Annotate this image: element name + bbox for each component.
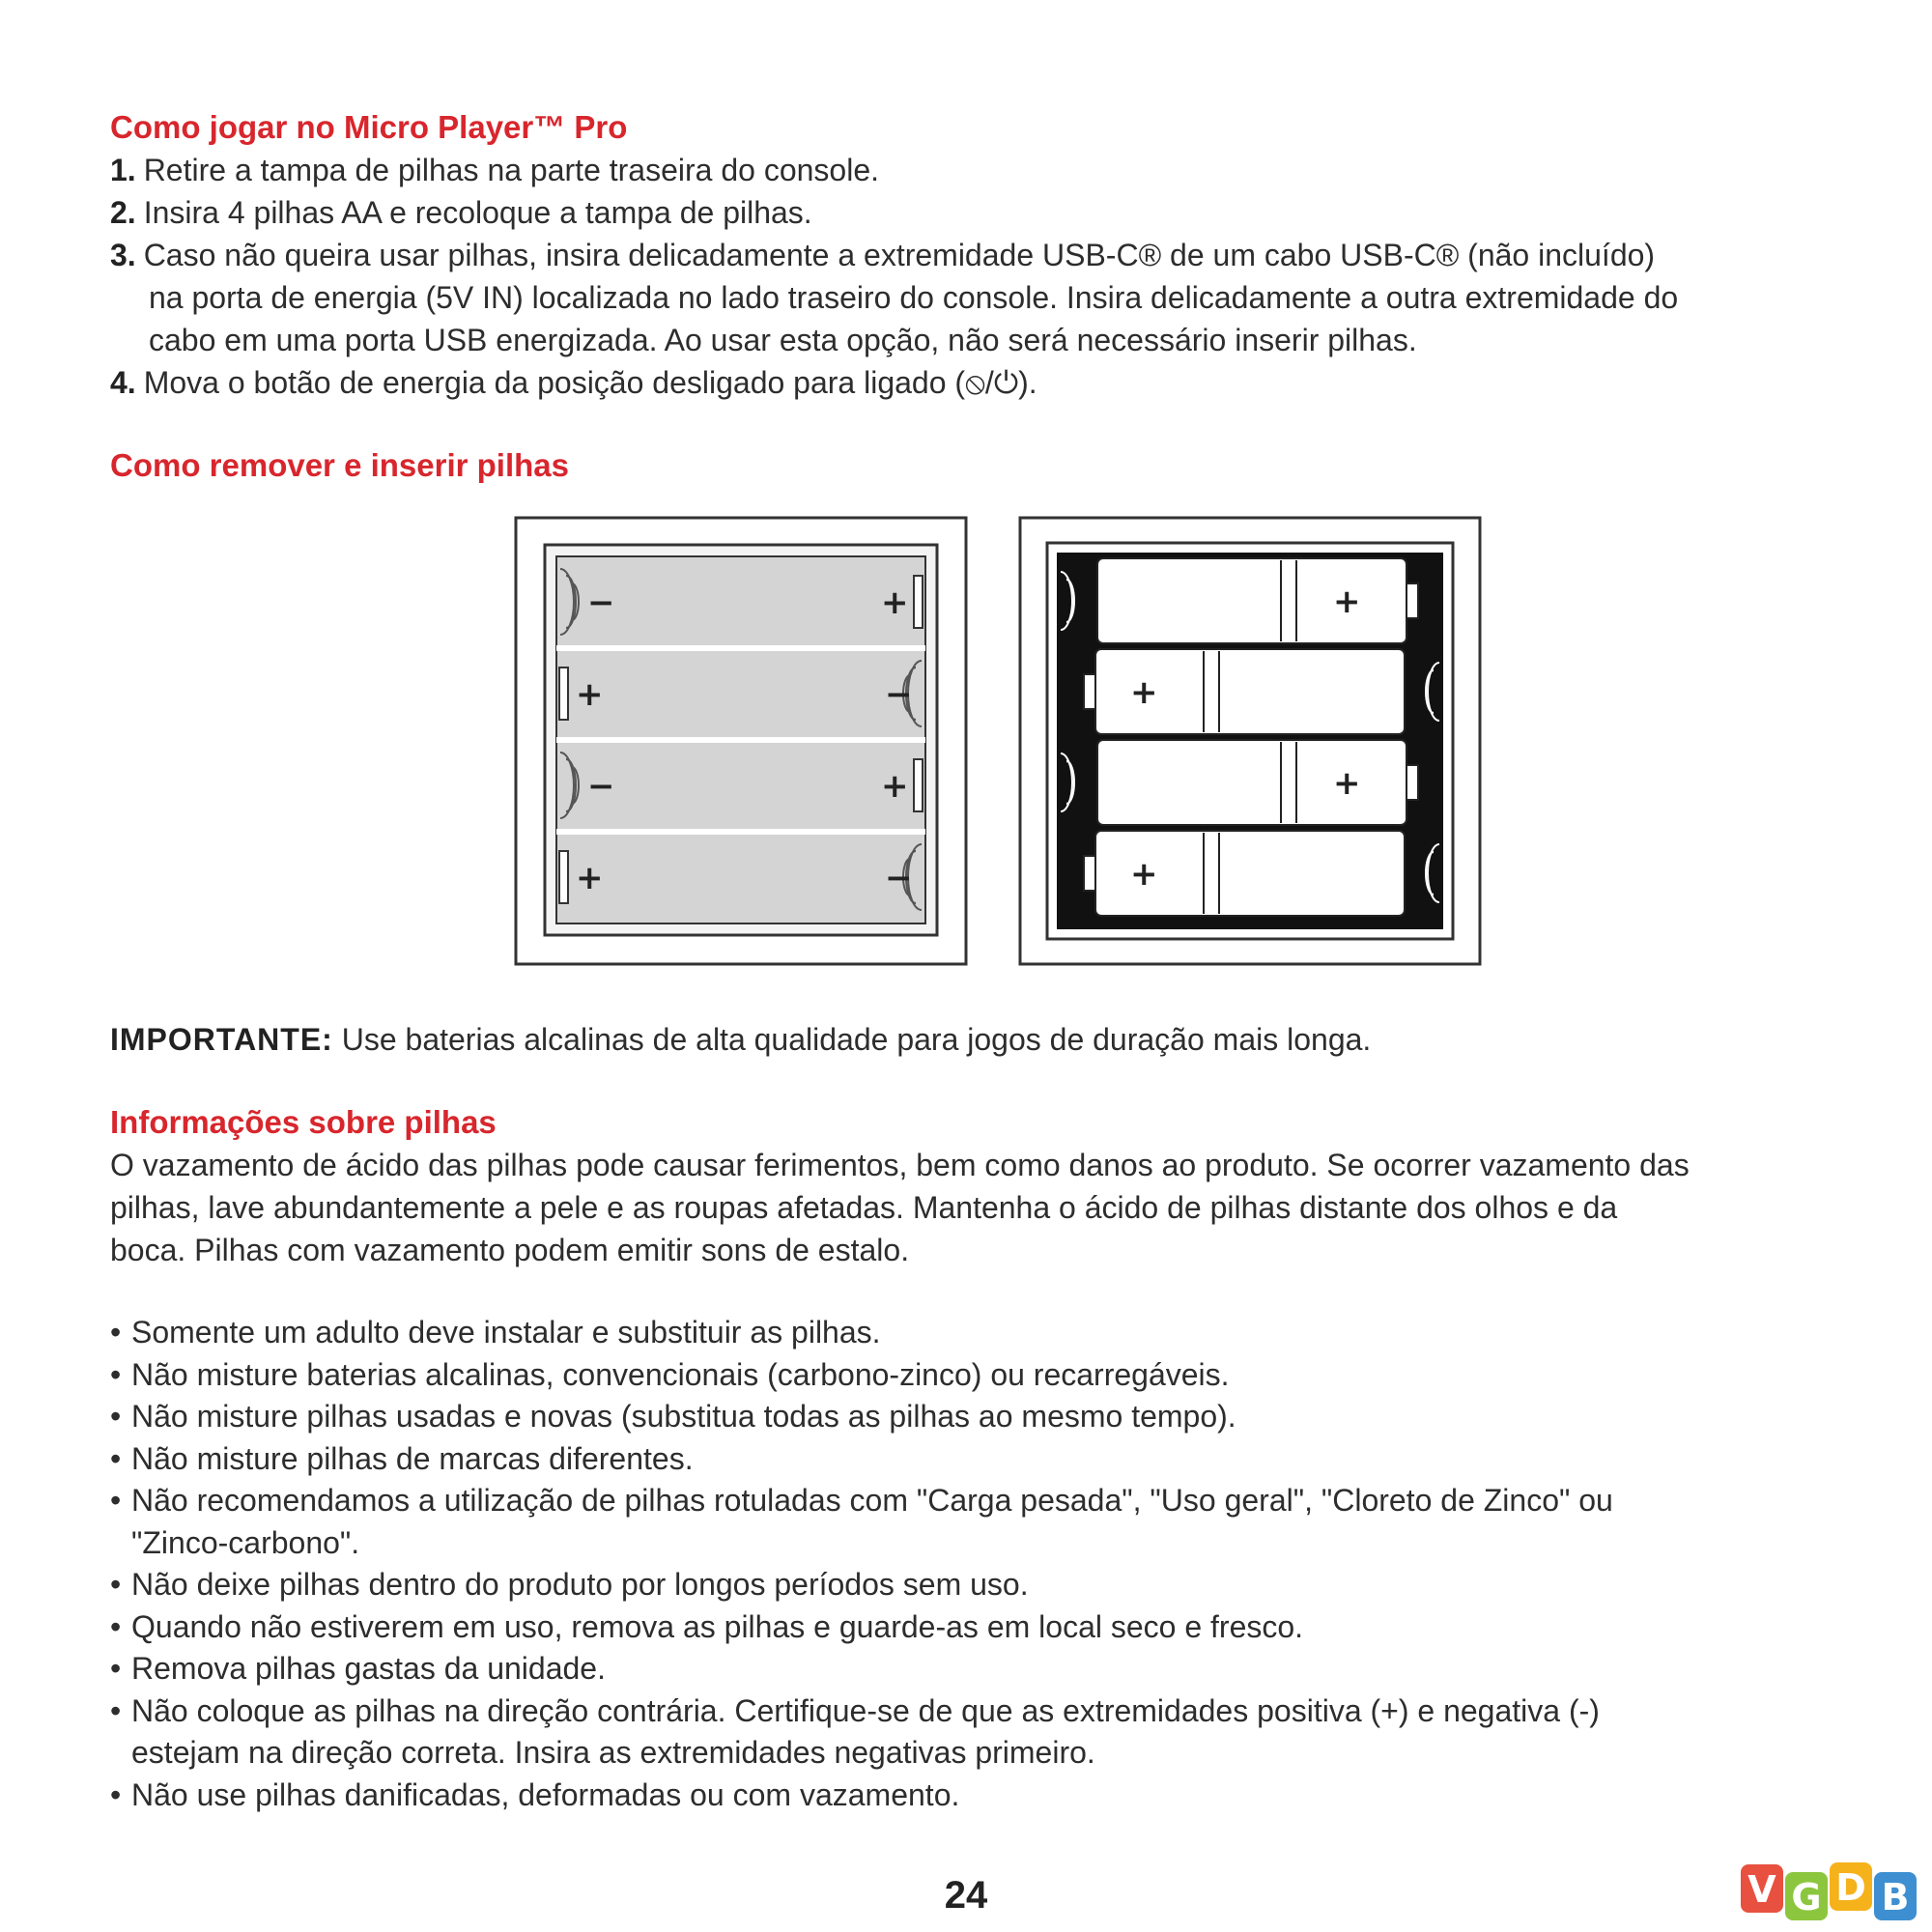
safety-list [110,1312,1830,1816]
svg-text:D: D [1835,1866,1866,1909]
svg-text:G: G [1791,1876,1822,1918]
play-heading: Como jogar no Micro Player™ Pro [110,109,628,145]
empty-compartment-figure [514,516,968,966]
step-2: 2. Insira 4 pilhas AA e recoloque a tampa de pilhas. [110,195,812,230]
list-item: • Não recomendamos a utilização de pilhas rotuladas com "Carga pesada", "Uso geral", "Cloreto de Zinco" ou [110,1480,1830,1522]
important-text: Use baterias alcalinas de alta qualidade para jogos de duração mais longa. [332,1022,1372,1057]
plus-label: + [1333,582,1361,621]
list-item: • Quando não estiverem em uso, remova as pilhas e guarde-as em local seco e fresco. [110,1606,1830,1649]
svg-text:B: B [1881,1876,1910,1918]
list-item: • Remova pilhas gastas da unidade. [110,1648,1830,1690]
info-heading: Informações sobre pilhas [110,1104,497,1140]
step-3-line-3: cabo em uma porta USB energizada. Ao usar esta opção, não será necessário inserir pilhas. [149,323,1417,357]
page-number: 24 [944,1874,988,1917]
vgdb-watermark-logo [1739,1859,1922,1926]
list-item: • Não coloque as pilhas na direção contrária. Certifique-se de que as extremidades positiva (+) e negativa (-) [110,1690,1830,1733]
plus-label: + [881,767,909,806]
paragraph-line: boca. Pilhas com vazamento podem emitir sons de estalo. [110,1233,910,1267]
minus-label: − [587,767,615,806]
step-4: 4. Mova o botão de energia da posição desligado para ligado (⦸/⏻). [110,365,1037,400]
paragraph-line: pilhas, lave abundantemente a pele e as roupas afetadas. Mantenha o ácido de pilhas distante dos olhos e da [110,1190,1618,1225]
info-paragraph [110,1144,1830,1271]
minus-label: − [885,859,913,897]
plus-label: + [881,583,909,622]
list-item: • Não use pilhas danificadas, deformadas ou com vazamento. [110,1775,1830,1817]
list-item: • Não misture baterias alcalinas, convencionais (carbono-zinco) ou recarregáveis. [110,1354,1830,1397]
filled-compartment-figure [1018,516,1482,966]
list-item: • Não deixe pilhas dentro do produto por longos períodos sem uso. [110,1564,1830,1606]
plus-label: + [1333,764,1361,803]
step-1: 1. Retire a tampa de pilhas na parte traseira do console. [110,153,880,187]
step-3-line-2: na porta de energia (5V IN) localizada no lado traseiro do console. Insira delicadamente a outra extremidade do [149,280,1679,315]
list-item: • Não misture pilhas de marcas diferentes. [110,1438,1830,1481]
plus-label: + [576,859,604,897]
important-label: IMPORTANTE: [110,1022,333,1057]
play-steps [110,149,1830,404]
list-item-continuation: "Zinco-carbono". [131,1524,360,1560]
plus-label: + [1130,673,1158,712]
battery-figures [110,516,1830,989]
minus-label: − [587,583,615,622]
minus-label: − [885,675,913,714]
list-item: • Não misture pilhas usadas e novas (substitua todas as pilhas ao mesmo tempo). [110,1396,1830,1438]
step-3: 3. Caso não queira usar pilhas, insira delicadamente a extremidade USB-C® de um cabo USB-C® (não incluído) [110,238,1656,272]
page-content [110,106,1830,1816]
paragraph-line: O vazamento de ácido das pilhas pode causar ferimentos, bem como danos ao produto. Se ocorrer vazamento das [110,1148,1690,1182]
plus-label: + [1130,855,1158,894]
important-note [110,1018,1830,1061]
plus-label: + [576,675,604,714]
list-item-continuation: estejam na direção correta. Insira as extremidades negativas primeiro. [131,1735,1095,1770]
battery-heading: Como remover e inserir pilhas [110,447,570,483]
svg-text:V: V [1747,1868,1776,1911]
list-item: • Somente um adulto deve instalar e substituir as pilhas. [110,1312,1830,1354]
